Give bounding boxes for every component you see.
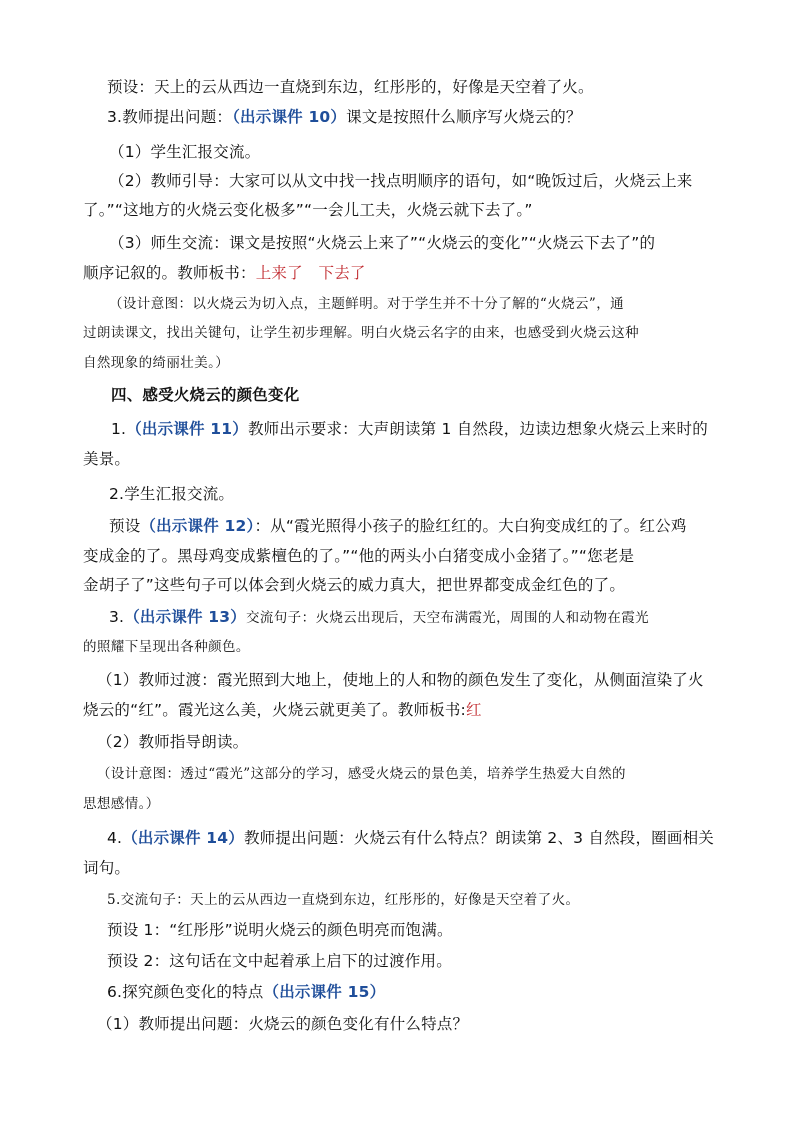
transition-line: （1）教师过渡：霞光照到大地上，使地上的人和物的颜色发生了变化，从侧面渲染了火: [97, 671, 704, 689]
question-3-line: 3.教师提出问题：（出示课件 10）课文是按照什么顺序写火烧云的？: [107, 108, 582, 126]
design-intent-line-3: 自然现象的绮丽壮美。）: [83, 355, 230, 371]
item-5-line: 5.交流句子：天上的云从西边一直烧到东边，红彤彤的，好像是天空着了火。: [107, 892, 580, 908]
item-3-line-cont: 的照耀下呈现出各种颜色。: [83, 639, 250, 655]
item-4-line: 4.（出示课件 14）教师提出问题：火烧云有什么特点？朗读第 2、3 自然段，圈画相关: [107, 829, 714, 847]
step-3-line: （3）师生交流：课文是按照“火烧云上来了”“火烧云的变化”“火烧云下去了”的: [109, 234, 656, 252]
courseware-15-label: （出示课件 15）: [263, 983, 386, 1001]
step-2-line: （2）教师引导：大家可以从文中找一找点明顺序的语句，如“晚饭过后，火烧云上来: [109, 172, 693, 190]
step-3-line-cont: 顺序记叙的。教师板书：上来了 下去了: [83, 264, 366, 282]
item-1-line-cont: 美景。: [83, 450, 131, 468]
preset-12-line-2: 变成金的了。黑母鸡变成紫檀色的了。”“他的两头小白猪变成小金猪了。”“您老是: [83, 547, 635, 565]
design-intent-line-2: 过朗读课文，找出关键句，让学生初步理解。明白火烧云名字的由来，也感受到火烧云这种: [83, 325, 639, 341]
item-2-line: 2.学生汇报交流。: [109, 485, 235, 503]
reading-guide-line: （2）教师指导朗读。: [97, 733, 249, 751]
preset-2-line: 预设 2：这句话在文中起着承上启下的过渡作用。: [107, 952, 452, 970]
step-2-line-cont: 了。”“这地方的火烧云变化极多”“一会儿工夫，火烧云就下去了。”: [83, 201, 533, 219]
courseware-12-label: （出示课件 12）: [140, 517, 255, 535]
courseware-14-label: （出示课件 14）: [122, 829, 244, 847]
transition-line-cont: 烧云的“红”。霞光这么美，火烧云就更美了。教师板书:红: [83, 701, 482, 719]
preset-12-line-3: 金胡子了”这些句子可以体会到火烧云的威力真大，把世界都变成金红色的了。: [83, 576, 626, 594]
design-intent-line: （设计意图：以火烧云为切入点，主题鲜明。对于学生并不十分了解的“火烧云”，通: [109, 296, 625, 312]
preset-1-line: 预设 1：“红彤彤”说明火烧云的颜色明亮而饱满。: [107, 921, 453, 939]
item-6-line: 6.探究颜色变化的特点（出示课件 15）: [107, 983, 386, 1001]
item-3-line: 3.（出示课件 13）交流句子：火烧云出现后，天空布满霞光，周围的人和动物在霞光: [109, 608, 650, 626]
item-1-line: 1.（出示课件 11）教师出示要求：大声朗读第 1 自然段，边读边想象火烧云上来时的: [111, 420, 708, 438]
preset-12-line: 预设（出示课件 12）：从“霞光照得小孩子的脸红红的。大白狗变成红的了。红公鸡: [109, 517, 687, 535]
step-1-line: （1）学生汇报交流。: [109, 143, 261, 161]
courseware-13-label: （出示课件 13）: [124, 608, 246, 626]
item-4-line-cont: 词句。: [83, 859, 131, 877]
blackboard-red: 红: [465, 701, 482, 719]
question-line: （1）教师提出问题：火烧云的颜色变化有什么特点？: [97, 1015, 469, 1033]
preset-line: 预设：天上的云从西边一直烧到东边，红彤彤的，好像是天空着了火。: [107, 78, 594, 96]
blackboard-text: 上来了 下去了: [255, 264, 366, 282]
courseware-11-label: （出示课件 11）: [126, 420, 248, 438]
courseware-10-label: （出示课件 10）: [232, 108, 347, 126]
design-intent-2-line: （设计意图：透过“霞光”这部分的学习，感受火烧云的景色美，培养学生热爱大自然的: [97, 766, 626, 782]
design-intent-2-line-cont: 思想感情。）: [83, 796, 160, 812]
section-heading: 四、感受火烧云的颜色变化: [111, 386, 300, 404]
